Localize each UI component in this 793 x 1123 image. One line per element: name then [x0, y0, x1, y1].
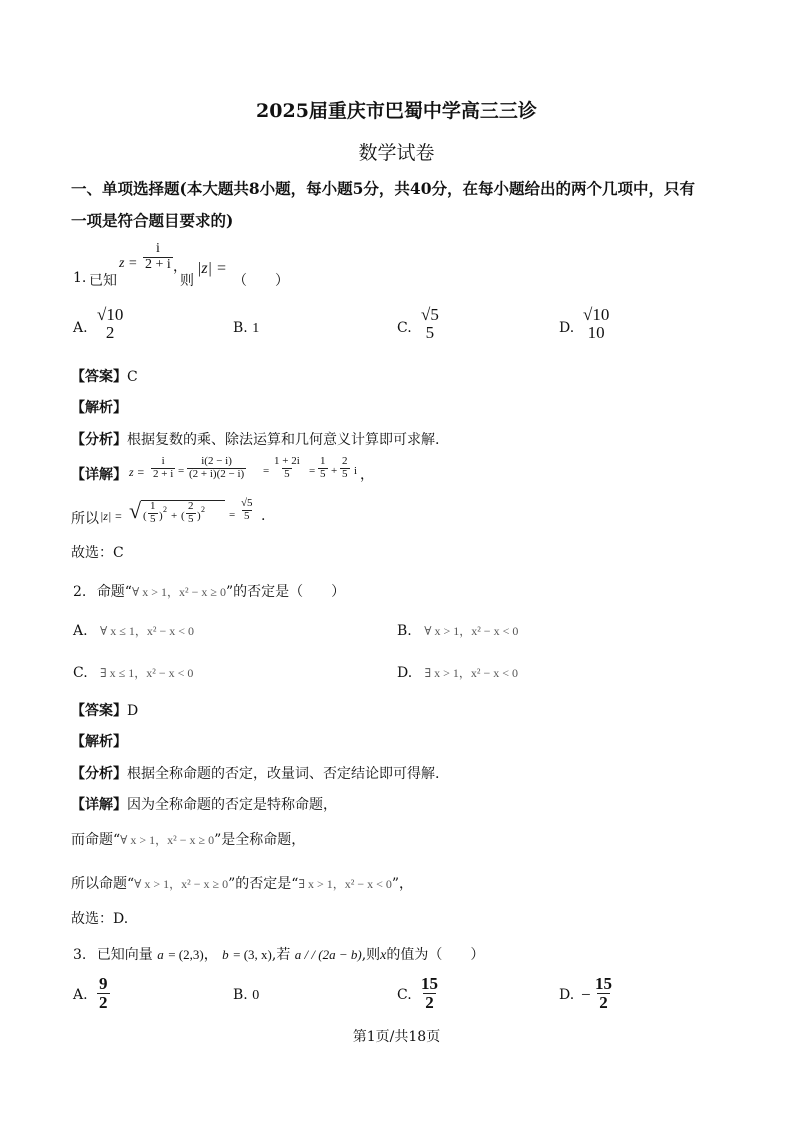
q1-answer: 【答案】C [71, 369, 138, 385]
q1-number: 1. [73, 270, 87, 286]
q1-guxuan: 故选：C [71, 545, 124, 561]
q2-guxuan: 故选：D. [71, 911, 129, 927]
q1-abs-z: |z| = [197, 260, 227, 277]
q2-option-a[interactable]: A. ∀ x ≤ 1，x² − x < 0 [73, 623, 194, 639]
q1-analysis-tag: 【解析】 [71, 400, 127, 416]
section-heading-line1: 一、单项选择题(本大题共8小题，每小题5分，共40分，在每小题给出的两个几项中，只有 [71, 179, 695, 198]
section-heading-line2: 一项是符合题目要求的) [71, 211, 234, 230]
q1-z-eq: z = [119, 256, 138, 271]
q1-suoyi: 所以 |z| = √ ( $\frac{1}{5}$ ) 2 + ( $\frac{2}{5}$ ) 2 = $\frac{√5}{5}$ . [71, 496, 371, 536]
q2-option-d[interactable]: D. ∃ x > 1，x² − x < 0 [397, 665, 519, 681]
q1-xiangjie: 【详解】 z = $\frac{i}{2 + i}$ = $\frac{i(2 - i)}{(2 + i)(2 - i)}$ = $\frac{1 + 2i}{5}$ = $\frac{1}{5}$ + $\frac{2}{5}$ i ， [71, 455, 374, 483]
question-3-stem: 3. 已知向量 a = (2,3)， b = (3, x),若 a / / (2a − b),则x的值为（ ） [73, 947, 485, 963]
q1-paren: （ ） [233, 273, 289, 289]
q2-answer: 【答案】D [71, 703, 139, 719]
page-footer: 第1页/共18页 [352, 1029, 441, 1045]
q2-line3: 所以命题“∀ x > 1，x² − x ≥ 0”的否定是“∃ x > 1，x² − x < 0”， [71, 876, 414, 892]
q2-fenxi: 【分析】根据全称命题的否定，改量词、否定结论即可得解. [71, 766, 440, 782]
q1-prefix: 已知 [89, 273, 117, 289]
question-2-stem: 2. 命题“∀ x > 1，x² − x ≥ 0”的否定是（ ） [73, 584, 346, 600]
q1-fenxi: 【分析】根据复数的乘、除法运算和几何意义计算即可求解. [71, 432, 440, 448]
q2-line2: 而命题“∀ x > 1，x² − x ≥ 0”是全称命题， [71, 832, 306, 848]
q3-option-b[interactable]: B. 0 [233, 987, 260, 1003]
q2-option-c[interactable]: C. ∃ x ≤ 1，x² − x < 0 [73, 665, 194, 681]
document-title: 2025届重庆市巴蜀中学高三三诊 [256, 100, 537, 122]
q1-fraction: $\frac{i}{2 + i}$ [145, 241, 171, 272]
q2-xiangjie: 【详解】因为全称命题的否定是特称命题， [71, 797, 337, 813]
q2-analysis-tag: 【解析】 [71, 734, 127, 750]
document-subtitle: 数学试卷 [358, 142, 435, 164]
q2-option-b[interactable]: B. ∀ x > 1，x² − x < 0 [397, 623, 519, 639]
q1-option-b[interactable]: B. 1 [233, 320, 260, 336]
